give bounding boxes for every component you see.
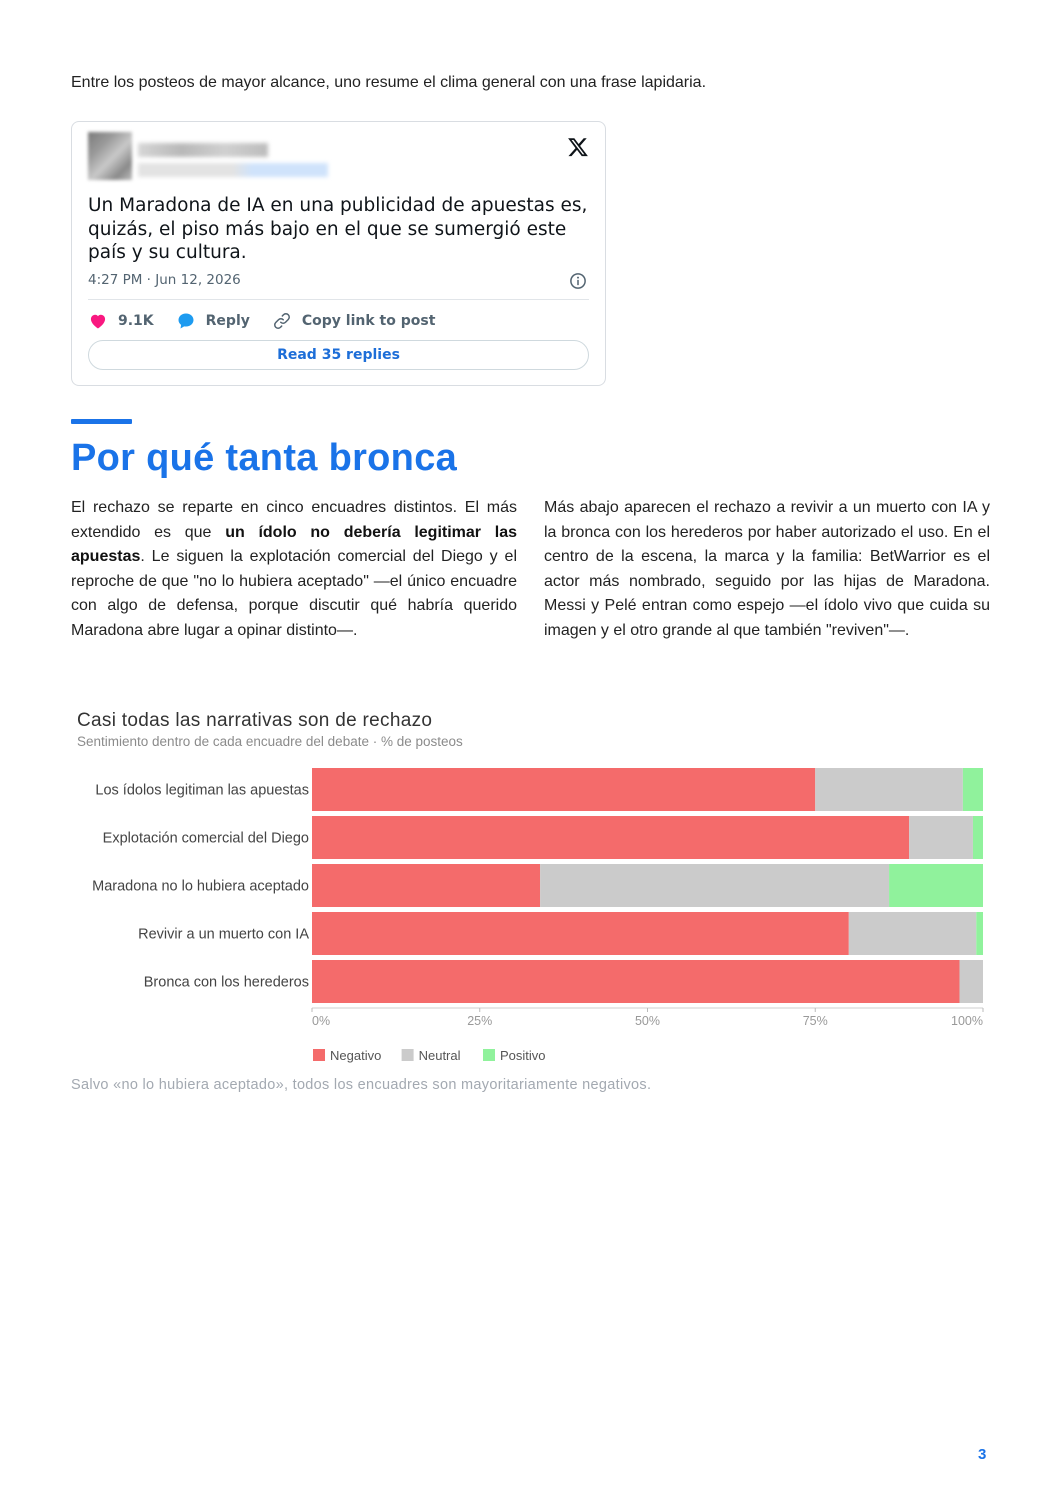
legend-swatch-negativo xyxy=(313,1049,325,1061)
bar-segment-negativo xyxy=(312,960,960,1003)
section-title: Por qué tanta bronca xyxy=(71,437,458,479)
link-icon xyxy=(272,311,292,331)
like-button[interactable] xyxy=(88,311,154,331)
body-column-right: Más abajo aparecen el rechazo a revivir a un muerto con IA y la bronca con los herederos por haber autorizado el uso. En el centro de la escena, la marca y la familia: BetWarrior es el actor más nombrado, seguido por las hijas de Maradona. Messi y Pelé entran como espejo —el ídolo vivo que cuida su imagen y el otro grande al que también "reviven"—. xyxy=(544,499,990,639)
bar-segment-positivo xyxy=(889,864,983,907)
body-column-left xyxy=(71,496,517,644)
heart-icon xyxy=(88,311,108,331)
author-name-redacted xyxy=(138,143,268,157)
read-replies-button[interactable]: Read 35 replies xyxy=(88,340,589,370)
bar-segment-negativo xyxy=(312,912,849,955)
section-accent-bar xyxy=(71,419,132,424)
legend-label-negativo: Negativo xyxy=(330,1048,382,1063)
legend-label-positivo: Positivo xyxy=(500,1048,546,1063)
chart-caption: Salvo «no lo hubiera aceptado», todos los encuadres son mayoritariamente negativos. xyxy=(71,1077,652,1093)
legend-swatch-positivo xyxy=(483,1049,495,1061)
bar-segment-positivo xyxy=(973,816,983,859)
post-author-blurred xyxy=(88,130,328,182)
avatar xyxy=(88,132,132,180)
x-tick-label: 100% xyxy=(951,1014,983,1028)
x-logo-icon[interactable] xyxy=(567,136,589,158)
bar-segment-neutral xyxy=(540,864,889,907)
bar-segment-positivo xyxy=(963,768,983,811)
category-label: Bronca con los herederos xyxy=(143,974,309,991)
chart-subtitle: Sentimiento dentro de cada encuadre del debate · % de posteos xyxy=(77,734,463,749)
legend-label-neutral: Neutral xyxy=(418,1048,461,1063)
reply-bubble-icon xyxy=(176,311,196,331)
post-actions xyxy=(88,310,457,332)
bar-segment-negativo xyxy=(312,768,815,811)
category-label: Explotación comercial del Diego xyxy=(102,830,309,847)
left-intro-text: El rechazo se reparte en cinco encuadres distintos. El más extendido es que xyxy=(71,499,517,541)
bar-segment-positivo xyxy=(976,912,983,955)
left-bold-text: un ídolo no debería legitimar las apuestas xyxy=(71,523,517,566)
legend-swatch-neutral xyxy=(402,1049,414,1061)
bar-segment-neutral xyxy=(960,960,983,1003)
category-label: Maradona no lo hubiera aceptado xyxy=(92,878,309,895)
category-label: Revivir a un muerto con IA xyxy=(138,926,309,943)
bar-segment-negativo xyxy=(312,816,909,859)
info-icon[interactable] xyxy=(569,272,587,290)
post-text: Un Maradona de IA en una publicidad de apuestas es, quizás, el piso más bajo en el que se sumergió este país y su cultura. xyxy=(88,195,588,263)
embedded-post-card[interactable] xyxy=(71,121,606,386)
post-divider xyxy=(88,299,589,300)
bar-segment-neutral xyxy=(909,816,973,859)
post-timestamp[interactable]: 4:27 PM · Jun 12, 2026 xyxy=(88,272,241,288)
x-tick-label: 0% xyxy=(312,1014,331,1028)
chart-title: Casi todas las narrativas son de rechazo xyxy=(77,710,433,731)
reply-button[interactable] xyxy=(176,311,250,331)
x-tick-label: 25% xyxy=(467,1014,493,1028)
category-label: Los ídolos legitiman las apuestas xyxy=(95,782,309,799)
reply-label: Reply xyxy=(205,313,250,329)
x-tick-label: 75% xyxy=(802,1014,828,1028)
left-rest-text: . Le siguen la explotación comercial del Diego y el reproche de que "no lo hubiera aceptado" —el único encuadre con algo de defensa, porque discutir qué habría querido Maradona abre lugar a opinar distinto—. xyxy=(71,548,517,639)
bar-segment-neutral xyxy=(815,768,963,811)
author-handle-redacted xyxy=(138,163,328,177)
bar-segment-negativo xyxy=(312,864,540,907)
page-number: 3 xyxy=(978,1446,987,1463)
copy-link-label: Copy link to post xyxy=(301,313,436,329)
likes-count: 9.1K xyxy=(118,313,154,329)
x-tick-label: 50% xyxy=(634,1014,661,1028)
intro-paragraph: Entre los posteos de mayor alcance, uno resume el clima general con una frase lapidaria. xyxy=(71,74,707,91)
bar-segment-neutral xyxy=(849,912,976,955)
copy-link-button[interactable] xyxy=(272,311,436,331)
